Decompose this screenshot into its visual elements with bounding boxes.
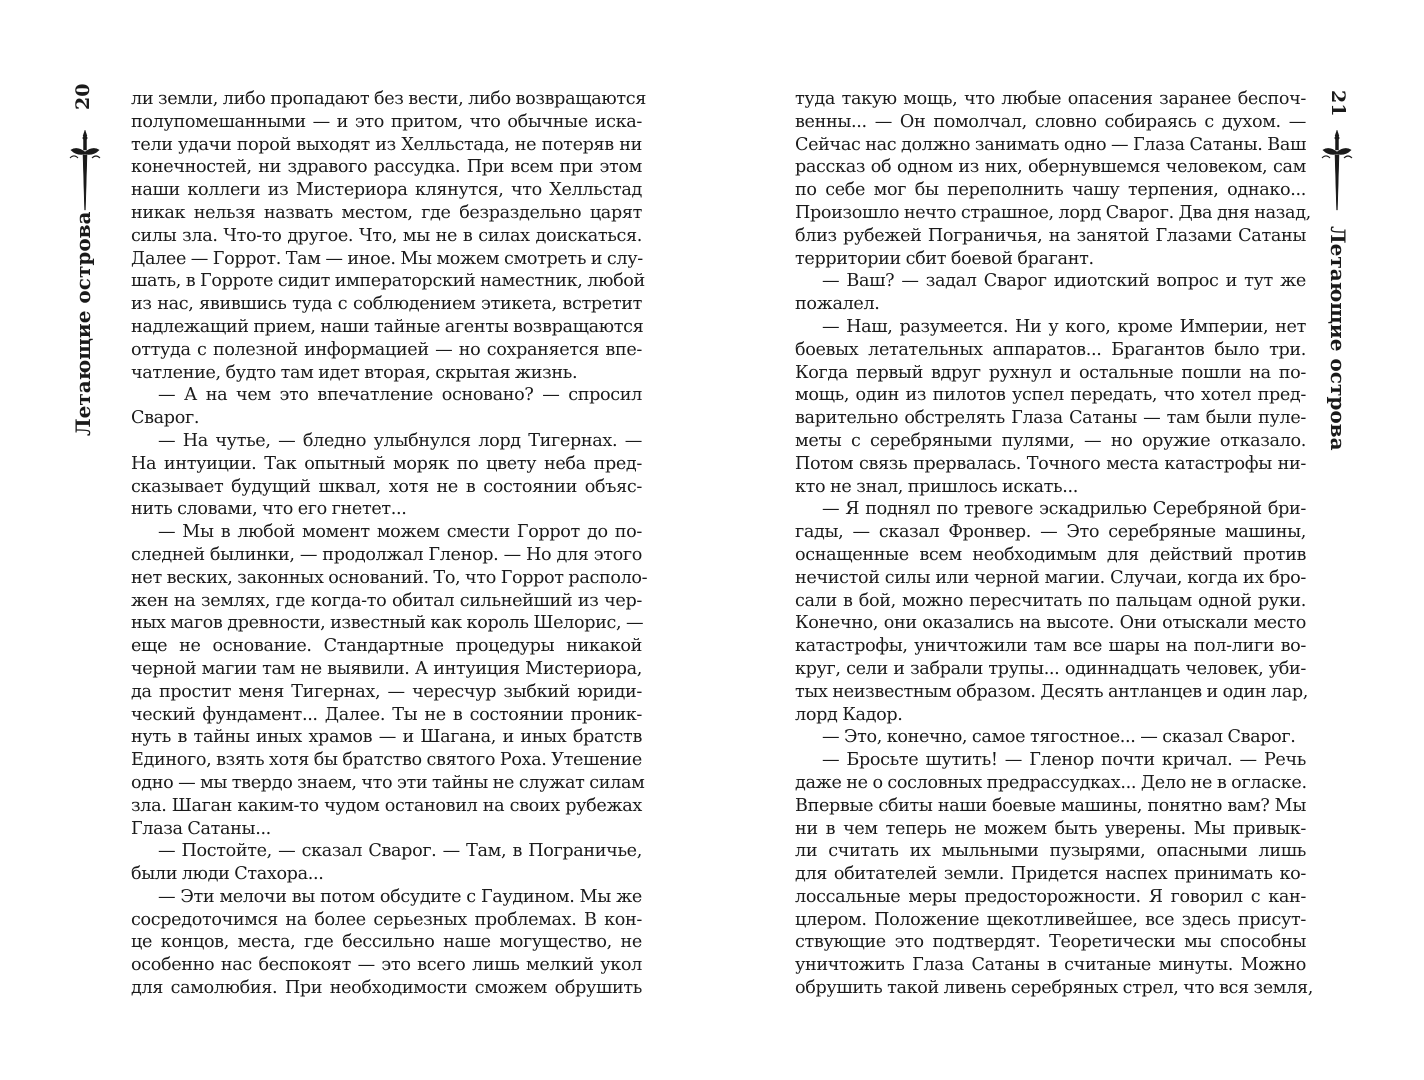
text-line: меты с серебряными пулями, — но оружие отказало. bbox=[795, 430, 1306, 451]
text-line: сали в бой, можно пересчитать по пальцам одной руки. bbox=[795, 590, 1306, 611]
text-line: — На чутье, — бледно улыбнулся лорд Тигернах. — bbox=[158, 430, 642, 451]
text-line: лоссальные меры предосторожности. Я говорил с кан- bbox=[795, 886, 1306, 907]
text-line: боевых летательных аппаратов... Брагантов было три. bbox=[795, 339, 1306, 360]
text-line: близ рубежей Пограничья, на занятой Глазами Сатаны bbox=[795, 225, 1306, 246]
text-line: для обитателей земли. Придется наспех принимать ко- bbox=[795, 864, 1306, 885]
text-line: даже не о сословных предрассудках... Дело не в огласке. bbox=[795, 772, 1307, 793]
text-line: надлежащий прием, наши тайные агенты возвращаются bbox=[131, 316, 644, 337]
text-line: — Я поднял по тревоге эскадрилью Серебряной бри- bbox=[822, 499, 1306, 520]
text-line: Сварог. bbox=[131, 408, 200, 429]
text-line: ли земли, либо пропадают без вести, либо возвращаются bbox=[131, 89, 646, 109]
text-line: Впервые сбиты наши боевые машины, понятно вам? Мы bbox=[795, 795, 1306, 816]
page-number: 20 bbox=[72, 83, 94, 110]
text-line: жен на землях, где когда-то обитал сильнейший из чер- bbox=[131, 590, 642, 611]
text-line: уничтожить Глаза Сатаны в считаные минуты. Можно bbox=[795, 955, 1306, 976]
text-line: Глаза Сатаны... bbox=[131, 818, 271, 839]
text-line: территории сбит боевой брагант. bbox=[795, 248, 1094, 269]
text-line: наши коллеги из Мистериора клянутся, что Хелльстад bbox=[131, 180, 642, 201]
text-line: одно — мы твердо знаем, что эти тайны не служат силам bbox=[131, 772, 645, 793]
text-line: зла. Шаган каким-то чудом остановил на своих рубежах bbox=[131, 795, 642, 816]
text-line: по себе мог бы переполнить чашу терпения, однако... bbox=[795, 180, 1306, 201]
text-line: — Это, конечно, самое тягостное... — сказал Сварог. bbox=[822, 727, 1296, 748]
text-line: туда такую мощь, что любые опасения заранее беспоч- bbox=[795, 89, 1306, 109]
text-line: особенно нас беспокоят — это всего лишь мелкий укол bbox=[131, 955, 642, 976]
text-line: еще не основание. Стандартные процедуры никакой bbox=[131, 636, 642, 657]
text-line: Когда первый вдруг рухнул и остальные пошли на по- bbox=[795, 362, 1306, 383]
text-line: ствующие это подтвердят. Теоретически мы способны bbox=[795, 932, 1306, 953]
text-line: для самолюбия. При необходимости сможем обрушить bbox=[131, 978, 642, 999]
text-line: це концов, места, где бессильно наше могущество, не bbox=[131, 932, 642, 953]
text-line: из нас, явившись туда с соблюдением этикета, встретит bbox=[131, 294, 642, 315]
text-line: никак нельзя назвать местом, где безраздельно царят bbox=[131, 202, 642, 223]
text-line: Сейчас нас должно занимать одно — Глаза Сатаны. Ваш bbox=[795, 134, 1306, 155]
text-line: — Постойте, — сказал Сварог. — Там, в Пограничье, bbox=[158, 841, 642, 862]
text-line: гады, — сказал Фронвер. — Это серебряные машины, bbox=[795, 522, 1306, 543]
text-line: круг, сели и забрали трупы... одиннадцать человек, уби- bbox=[795, 658, 1306, 679]
text-line: оснащенные всем необходимым для действий против bbox=[795, 544, 1306, 565]
right-page bbox=[712, 0, 1424, 1080]
text-line: сосредоточимся на более серьезных проблемах. В кон- bbox=[131, 909, 642, 930]
text-line: шать, в Горроте сидит императорский наместник, любой bbox=[131, 271, 645, 292]
text-line: ли считать их мыльными пузырями, опасными лишь bbox=[795, 841, 1306, 862]
text-line: нет веских, законных оснований. То, что Горрот располо- bbox=[131, 567, 648, 588]
text-line: Далее — Горрот. Там — иное. Мы можем смотреть и слу- bbox=[131, 248, 643, 269]
text-line: ческий фундамент... Далее. Ты не в состоянии проник- bbox=[131, 704, 642, 725]
text-line: Единого, взять хотя бы братство святого Роха. Утешение bbox=[131, 750, 642, 771]
text-line: следней былинки, — продолжал Гленор. — Но для этого bbox=[131, 544, 642, 565]
text-line: чатление, будто там идет вторая, скрытая жизнь. bbox=[131, 362, 578, 383]
text-line: да простит меня Тигернах, — чересчур зыбкий юриди- bbox=[131, 681, 642, 702]
text-column bbox=[795, 88, 1313, 1000]
text-line: оттуда с полезной информацией — но сохраняется впе- bbox=[131, 339, 642, 360]
text-line: — А на чем это впечатление основано? — спросил bbox=[158, 385, 642, 406]
text-line: тели удачи порой выходят из Хелльстада, не потеряв ни bbox=[131, 134, 642, 155]
dagger-ornament-icon bbox=[68, 128, 102, 214]
text-line: Конечно, они оказались на высоте. Они отыскали место bbox=[795, 613, 1306, 634]
text-line: нечистой силы или черной магии. Случаи, когда их бро- bbox=[795, 567, 1306, 588]
text-line: варительно обстрелять Глаза Сатаны — там были пуле- bbox=[795, 408, 1306, 429]
text-line: Потом связь прервалась. Точного места катастрофы ни- bbox=[795, 453, 1306, 474]
text-line: — Ваш? — задал Сварог идиотский вопрос и тут же bbox=[822, 271, 1306, 292]
text-line: ных магов древности, известный как король Шелорис, — bbox=[131, 613, 644, 634]
running-title: Летающие острова bbox=[71, 211, 95, 436]
text-line: нуть в тайны иных храмов — и Шагана, и иных братств bbox=[131, 727, 642, 748]
text-line: — Наш, разумеется. Ни у кого, кроме Империи, нет bbox=[822, 316, 1306, 337]
text-line: силы зла. Что-то другое. Что, мы не в силах доискаться. bbox=[131, 225, 642, 246]
text-line: цлером. Положение щекотливейшее, все здесь присут- bbox=[795, 909, 1306, 930]
running-title: Летающие острова bbox=[1326, 226, 1350, 451]
text-line: ни в чем теперь не можем быть уверены. Мы привык- bbox=[795, 818, 1306, 839]
text-line: конечностей, ни здравого рассудка. При всем при этом bbox=[131, 157, 642, 178]
text-line: — Бросьте шутить! — Гленор почти кричал. — Речь bbox=[822, 750, 1306, 771]
text-line: тых неизвестным образом. Десять антланцев и один лар, bbox=[795, 681, 1309, 702]
text-line: кто не знал, пришлось искать... bbox=[795, 476, 1078, 497]
text-line: катастрофы, уничтожили там все шары на пол-лиги во- bbox=[795, 636, 1306, 657]
text-line: На интуиции. Так опытный моряк по цвету неба пред- bbox=[131, 453, 642, 474]
text-line: нить словами, что его гнетет... bbox=[131, 499, 407, 520]
text-line: — Мы в любой момент можем смести Горрот до по- bbox=[158, 522, 642, 543]
text-line: мощь, один из пилотов успел передать, что хотел пред- bbox=[795, 385, 1306, 406]
text-line: черной магии там не выявили. А интуиция Мистериора, bbox=[131, 658, 642, 679]
text-line: лорд Кадор. bbox=[795, 704, 903, 725]
text-line: Произошло нечто страшное, лорд Сварог. Два дня назад, bbox=[795, 202, 1311, 223]
text-line: венны... — Он помолчал, словно собираясь с духом. — bbox=[795, 111, 1306, 132]
text-line: полупомешанными — и это притом, что обычные иска- bbox=[131, 111, 642, 132]
text-line: были люди Стахора... bbox=[131, 864, 324, 885]
dagger-ornament-icon bbox=[1320, 128, 1354, 214]
page-number: 21 bbox=[1327, 90, 1349, 117]
text-line: — Эти мелочи вы потом обсудите с Гаудином. Мы же bbox=[158, 886, 642, 907]
text-line: сказывает будущий шквал, хотя не в состоянии объяс- bbox=[131, 476, 642, 497]
text-line: рассказ об одном из них, обернувшемся человеком, сам bbox=[795, 157, 1306, 178]
text-line: обрушить такой ливень серебряных стрел, что вся земля, bbox=[795, 978, 1313, 999]
text-line: пожалел. bbox=[795, 294, 880, 315]
text-column bbox=[131, 88, 648, 1000]
